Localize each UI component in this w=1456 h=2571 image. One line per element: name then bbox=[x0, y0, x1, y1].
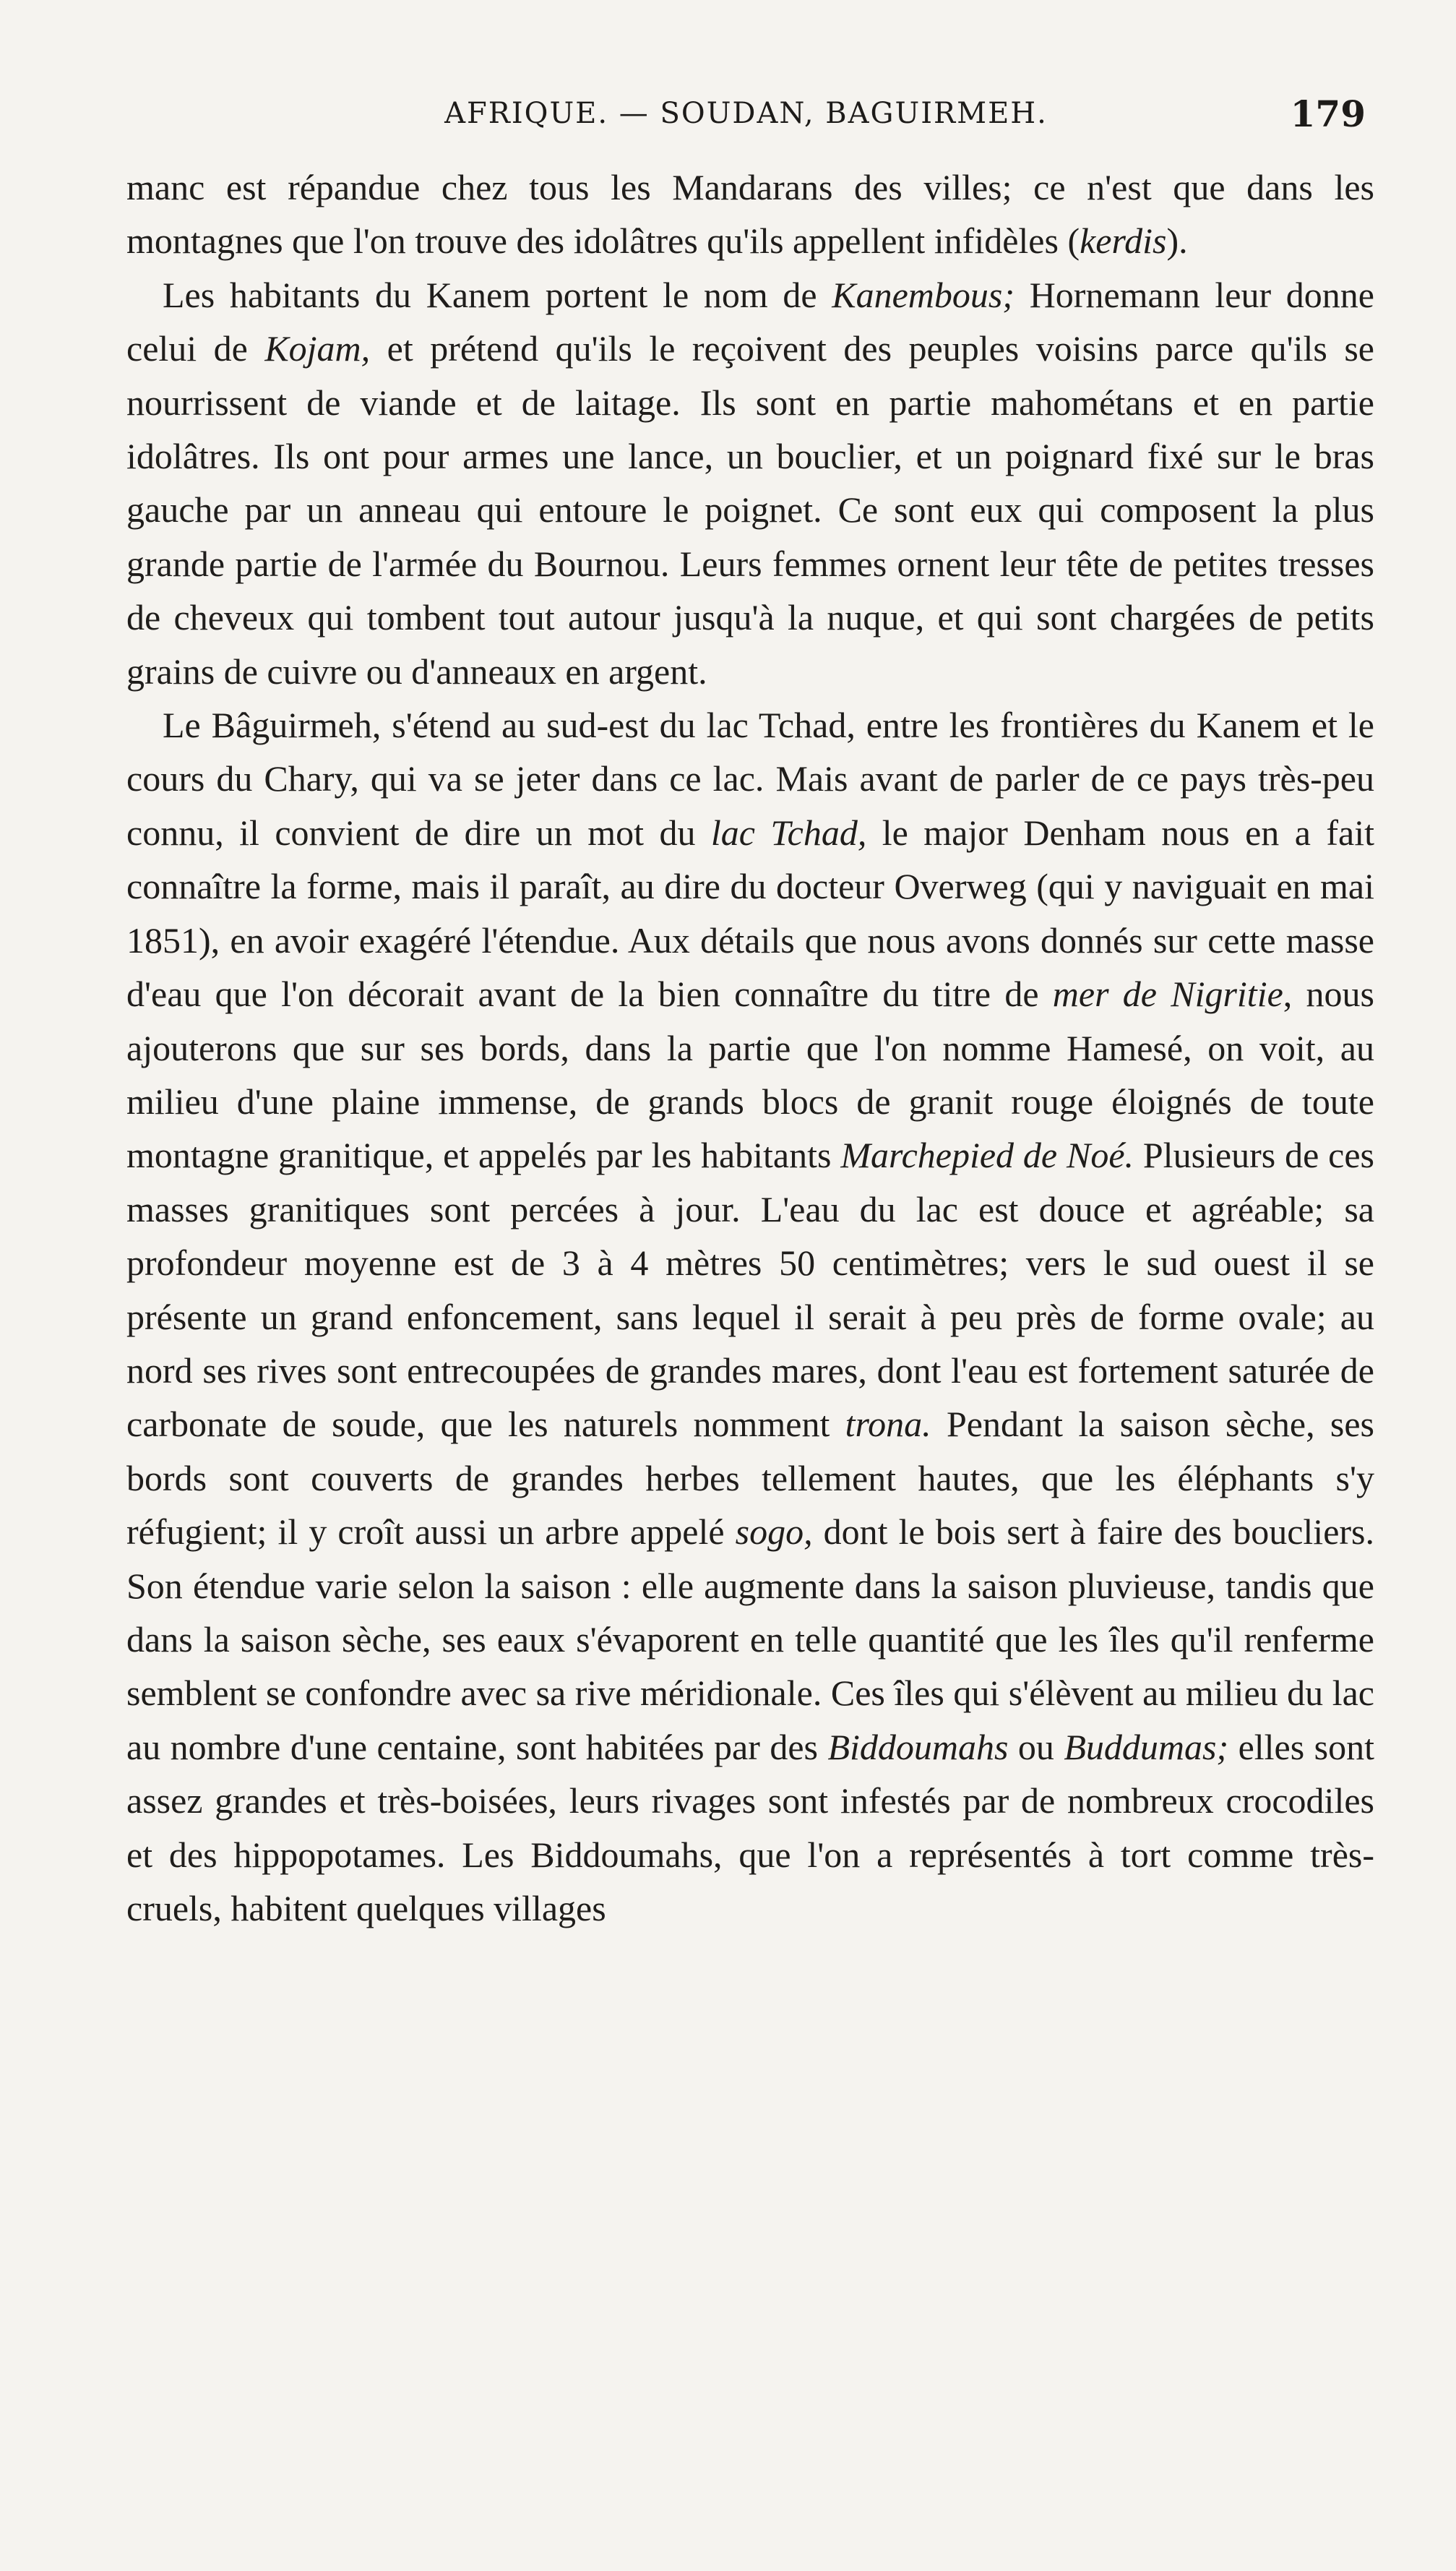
body-text bbox=[126, 160, 1374, 1935]
italic-term: Marchepied de Noé. bbox=[840, 1135, 1134, 1176]
italic-term: trona. bbox=[845, 1404, 931, 1445]
text-run: Hornemann leur donne celui de bbox=[126, 274, 1375, 369]
text-run: ou bbox=[1008, 1726, 1064, 1767]
page-number: 179 bbox=[1290, 93, 1366, 135]
paragraph-baguirmeh bbox=[126, 698, 1374, 1935]
text-run: elles sont assez grandes et très-boisées, leurs rivages sont infestés par de nombreux crocodiles et des hippopotames. Les Biddoumahs, que l'on a représentés à tort comme très-cruels, habitent quelques villages bbox=[126, 1726, 1375, 1928]
text-run: Plusieurs de ces masses granitiques sont percées à jour. L'eau du lac est douce et agréable; sa profondeur moyenne est de 3 à 4 mètres 50 centimètres; vers le sud ouest il se présente un grand enfoncement, sans lequel il serait à peu près de forme ovale; au nord ses rives sont entrecoupées de grandes mares, dont l'eau est fortement saturée de carbonate de soude, que les naturels nomment bbox=[126, 1135, 1374, 1445]
text-run: et prétend qu'ils le reçoivent des peuples voisins parce qu'ils se nourrissent de viande et de laitage. Ils sont en partie mahométans et en partie idolâtres. Ils ont pour armes une lance, un bouclier, et un poignard fixé sur le bras gauche par un anneau qui entoure le poignet. Ce sont eux qui composent la plus grande partie de l'armée du Bournou. Leurs femmes ornent leur tête de petites tresses de cheveux qui tombent tout autour jusqu'à la nuque, et qui sont chargées de petits grains de cuivre ou d'anneaux en argent. bbox=[126, 328, 1374, 692]
italic-term: Biddoumahs bbox=[827, 1726, 1009, 1767]
text-run: ). bbox=[1166, 220, 1188, 262]
text-run: manc est répandue chez tous les Mandarans des villes; ce n'est que dans les montagnes que l'on trouve des idolâtres qu'ils appellent infidèles ( bbox=[126, 167, 1374, 262]
italic-term: Kojam, bbox=[264, 328, 371, 369]
italic-term: Kanembous; bbox=[832, 274, 1015, 315]
text-run: Les habitants du Kanem portent le nom de bbox=[163, 274, 832, 315]
text-run: Le Bâguirmeh, s'étend au sud-est du lac Tchad, entre les frontières du Kanem et le cours du Chary, qui va se jeter dans ce lac. Mais avant de parler de ce pays très-peu connu, il convient de dire un mot du bbox=[126, 705, 1374, 853]
running-head bbox=[126, 93, 1366, 150]
paragraph-continuation bbox=[126, 160, 1374, 268]
italic-term: Buddumas; bbox=[1064, 1726, 1229, 1767]
italic-term: sogo, bbox=[735, 1511, 813, 1553]
text-run: Pendant la saison sèche, ses bords sont couverts de grandes herbes tellement hautes, que les éléphants s'y réfugient; il y croît aussi un arbre appelé bbox=[126, 1404, 1374, 1553]
text-run: dont le bois sert à faire des boucliers. Son étendue varie selon la saison : elle augmente dans la saison pluvieuse, tandis que dans la saison sèche, ses eaux s'évaporent en telle quantité que les îles qu'il renferme semblent se confondre avec sa rive méridionale. Ces îles qui s'élèvent au milieu du lac au nombre d'une centaine, sont habitées par des bbox=[126, 1511, 1374, 1767]
paragraph-kanem bbox=[126, 268, 1374, 698]
italic-term: kerdis bbox=[1080, 220, 1167, 262]
italic-term: mer de Nigritie bbox=[1052, 974, 1283, 1015]
text-run: , nous ajouterons que sur ses bords, dans la partie que l'on nomme Hamesé, on voit, au milieu d'une plaine immense, de grands blocs de granit rouge éloignés de toute montagne granitique, et appelés par les habitants bbox=[126, 974, 1374, 1176]
text-run: le major Denham nous en a fait connaître la forme, mais il paraît, au dire du docteur Overweg (qui y naviguait en mai 1851), en avoir exagéré l'étendue. Aux détails que nous avons donnés sur cette masse d'eau que l'on décorait avant de la bien connaître du titre de bbox=[126, 812, 1374, 1015]
running-title: AFRIQUE. — SOUDAN, BAGUIRMEH. bbox=[444, 97, 1048, 130]
italic-term: lac Tchad, bbox=[710, 812, 867, 853]
